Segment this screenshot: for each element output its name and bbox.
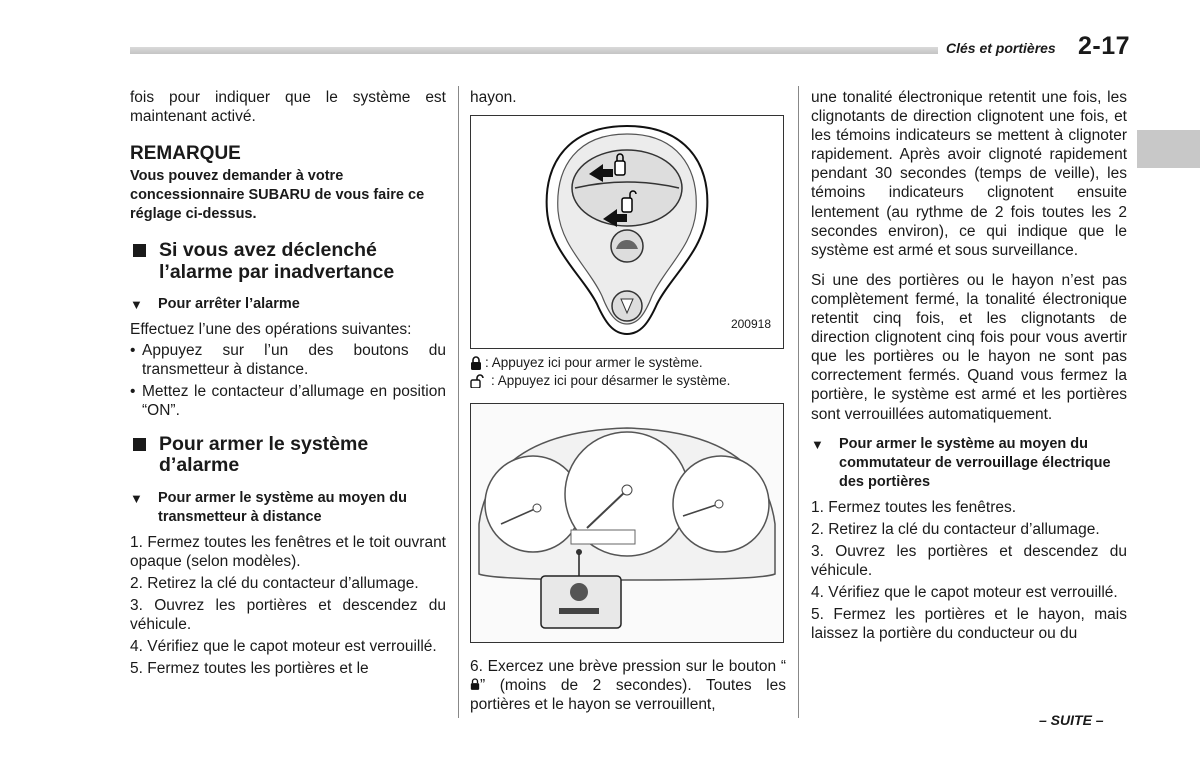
triangle-down-icon: ▼ [811, 436, 824, 452]
section-heading-armer: Pour armer le système d’alarme [130, 434, 446, 477]
triangle-down-icon: ▼ [130, 297, 143, 313]
bullet-dot-icon: • [130, 382, 136, 400]
remarque-text: Vous pouvez demander à votre concessionnaire SUBARU de vous faire ce réglage ci-dessus. [130, 168, 425, 223]
subheading-transmetteur: ▼ Pour armer le système au moyen du transmetteur à distance [130, 489, 408, 525]
chapter-tab [1137, 130, 1200, 168]
unlock-icon [470, 374, 488, 388]
header-rule [130, 47, 938, 54]
paragraph: Si une des portières ou le hayon n’est pas complètement fermé, la tonalité électronique retentit cinq fois, et les clignotants de direction clignotent cinq fois pour vous avertir que les portières ou le hayon ne sont pas correctement fermés. Quand vous fermez la portière, le système est armé et les portières sont verrouillées automatiquement. [811, 271, 1127, 423]
step-item: 4. Vérifiez que le capot moteur est verrouillé. [811, 583, 1118, 601]
subheading-arreter-alarme: ▼ Pour arrêter l’alarme [130, 296, 300, 313]
step-item: 1. Fermez toutes les fenêtres. [811, 498, 1017, 516]
triangle-down-icon: ▼ [130, 490, 143, 506]
remarque-heading: REMARQUE [130, 143, 241, 165]
column-right [811, 88, 1127, 646]
caption-lock: : Appuyez ici pour armer le système. [470, 354, 786, 372]
lock-icon [470, 356, 482, 370]
step-item: 3. Ouvrez les portières et descendez du véhicule. [130, 597, 446, 634]
remote-transmitter-figure [470, 115, 784, 349]
bullet-dot-icon: • [130, 342, 136, 360]
step-item: 2. Retirez la clé du contacteur d’allumage. [811, 520, 1100, 538]
lock-icon [470, 678, 480, 690]
square-bullet-icon [133, 438, 146, 451]
subheading-commutateur: ▼ Pour armer le système au moyen du commutateur de verrouillage électrique des portières [811, 435, 1111, 490]
step-item: 5. Fermez toutes les portières et le [130, 660, 369, 678]
section-heading-inadvertance: Si vous avez déclenché l’alarme par inadvertance [130, 240, 446, 283]
continued-marker: – SUITE – [1039, 712, 1104, 728]
step-item: 6. Exercez une brève pression sur le bouton “” (moins de 2 secondes). Toutes les portières et le hayon se verrouillent, [470, 658, 786, 714]
paragraph: une tonalité électronique retentit une fois, les clignotants de direction clignotent une fois, et les témoins indicateurs se mettent à clignoter rapidement. Après avoir clignoté rapidement pendant 30 secondes (temps de veille), les témoins indicateurs clignotent ensuite lentement (au rythme de 2 fois toutes les 2 secondes environ), ce qui indique que le système est armé et sous surveillance. [811, 89, 1127, 259]
column-middle [470, 88, 786, 717]
step-item: 4. Vérifiez que le capot moteur est verrouillé. [130, 638, 437, 656]
step-item: 1. Fermez toutes les fenêtres et le toit ouvrant opaque (selon modèles). [130, 533, 446, 570]
instrument-cluster-illustration [471, 404, 783, 642]
figure-code: 200918 [730, 317, 771, 331]
column-divider [458, 86, 459, 718]
continued-text: hayon. [470, 89, 517, 106]
section-title: Clés et portières [946, 40, 1056, 56]
step-item: 2. Retirez la clé du contacteur d’allumage. [130, 574, 419, 592]
bullet-item: • Mettez le contacteur d’allumage en position “ON”. [130, 382, 446, 419]
column-divider [798, 86, 799, 718]
step-item: 5. Fermez les portières et le hayon, mais laissez la portière du conducteur ou du [811, 606, 1127, 643]
caption-unlock: : Appuyez ici pour désarmer le système. [470, 372, 786, 390]
dashboard-indicator-figure [470, 403, 784, 643]
intro-text: fois pour indiquer que le système est maintenant activé. [130, 89, 446, 126]
bullet-item: • Appuyez sur l’un des boutons du transmetteur à distance. [130, 342, 446, 379]
page-number: 2-17 [1078, 32, 1131, 60]
square-bullet-icon [133, 244, 146, 257]
remote-key-illustration [471, 116, 783, 348]
instruction-intro: Effectuez l’une des opérations suivantes: [130, 321, 412, 339]
step-item: 3. Ouvrez les portières et descendez du véhicule. [811, 542, 1127, 579]
column-left [130, 88, 446, 681]
